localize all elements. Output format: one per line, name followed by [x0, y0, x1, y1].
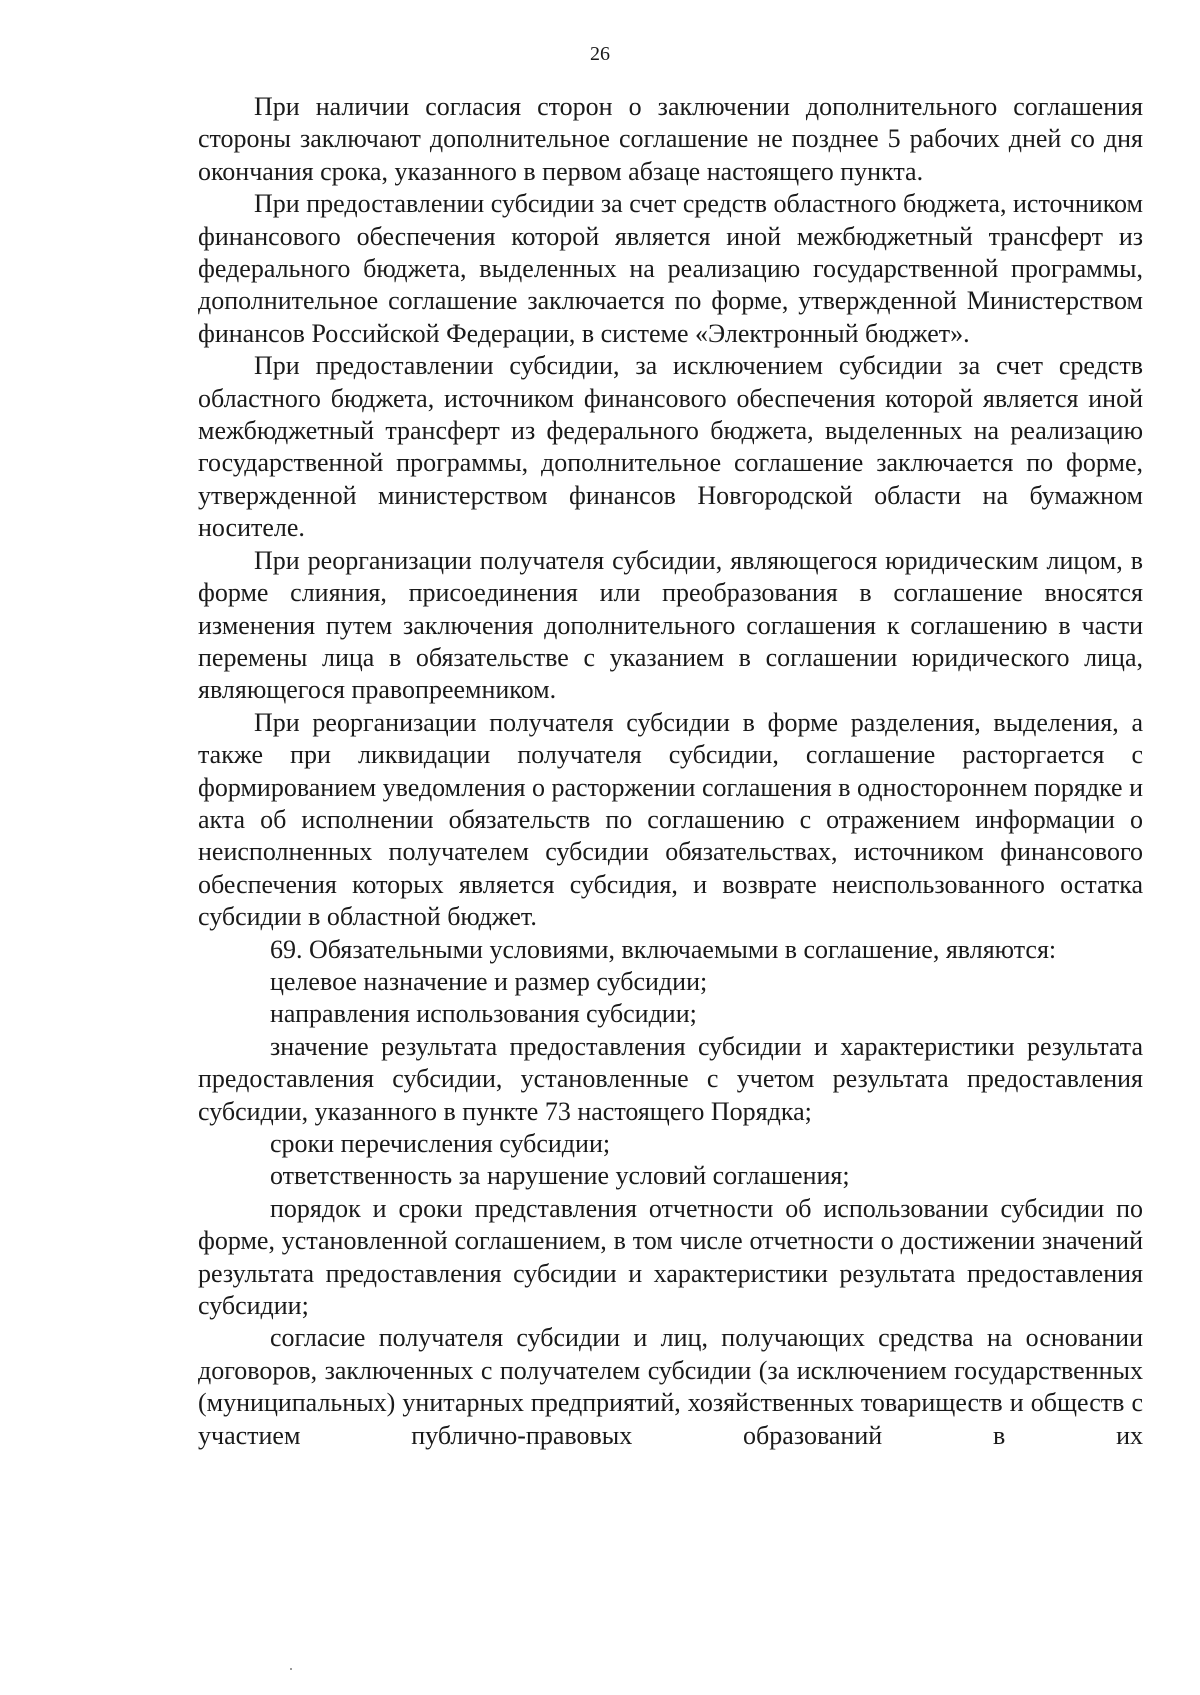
list-item: порядок и сроки представления отчетности об использовании субсидии по форме, установленной соглашением, в том числе отчетности о достижении значений результата предоставления субсидии и характеристики результата предоставления субсидии;	[198, 1193, 1143, 1321]
paragraph: При реорганизации получателя субсидии в форме разделения, выделения, а также при ликвидации получателя субсидии, соглашение расторгается с формированием уведомления о расторжении соглашения в одностороннем порядке и акта об исполнении обязательств по соглашению с отражением информации о неисполненных получателем субсидии обязательствах, источником финансового обеспечения которых является субсидия, и возврате неиспользованного остатка субсидии в областной бюджет.	[198, 707, 1143, 932]
clause-heading: 69. Обязательными условиями, включаемыми в соглашение, являются:	[270, 934, 1057, 964]
scan-artifact	[290, 1668, 292, 1670]
paragraph: При предоставлении субсидии за счет средств областного бюджета, источником финансового обеспечения которой является иной межбюджетный трансферт из федерального бюджета, выделенных на реализацию государственной программы, дополнительное соглашение заключается по форме, утвержденной Министерством финансов Российской Федерации, в системе «Электронный бюджет».	[198, 189, 1143, 348]
list-item: сроки перечисления субсидии;	[270, 1129, 611, 1158]
page-number: 26	[590, 43, 610, 65]
list-item: направления использования субсидии;	[270, 999, 697, 1029]
paragraph: При предоставлении субсидии, за исключением субсидии за счет средств областного бюджета, источником финансового обеспечения которой является иной межбюджетный трансферт из федерального бюджета, выделенных на реализацию государственной программы, дополнительное соглашение заключается по форме, утвержденной министерством финансов Новгородской области на бумажном носителе.	[198, 351, 1143, 543]
list-item: целевое назначение и размер субсидии;	[270, 966, 708, 996]
paragraph: При реорганизации получателя субсидии, являющегося юридическим лицом, в форме слияния, присоединения или преобразования в соглашение вносятся изменения путем заключения дополнительного соглашения к соглашению в части перемены лица в обязательстве с указанием в соглашении юридического лица, являющегося правопреемником.	[198, 545, 1143, 705]
document-body	[198, 91, 1143, 1452]
paragraph: При наличии согласия сторон о заключении дополнительного соглашения стороны заключают дополнительное соглашение не позднее 5 рабочих дней со дня окончания срока, указанного в первом абзаце настоящего пункта.	[198, 92, 1143, 186]
list-item: значение результата предоставления субсидии и характеристики результата предоставления субсидии, установленные с учетом результата предоставления субсидии, указанного в пункте 73 настоящего Порядка;	[198, 1031, 1143, 1126]
list-item: согласие получателя субсидии и лиц, получающих средства на основании договоров, заключенных с получателем субсидии (за исключением государственных (муниципальных) унитарных предприятий, хозяйственных товариществ и обществ с участием публично-правовых образований в их	[198, 1323, 1143, 1450]
list-item: ответственность за нарушение условий соглашения;	[270, 1161, 850, 1191]
